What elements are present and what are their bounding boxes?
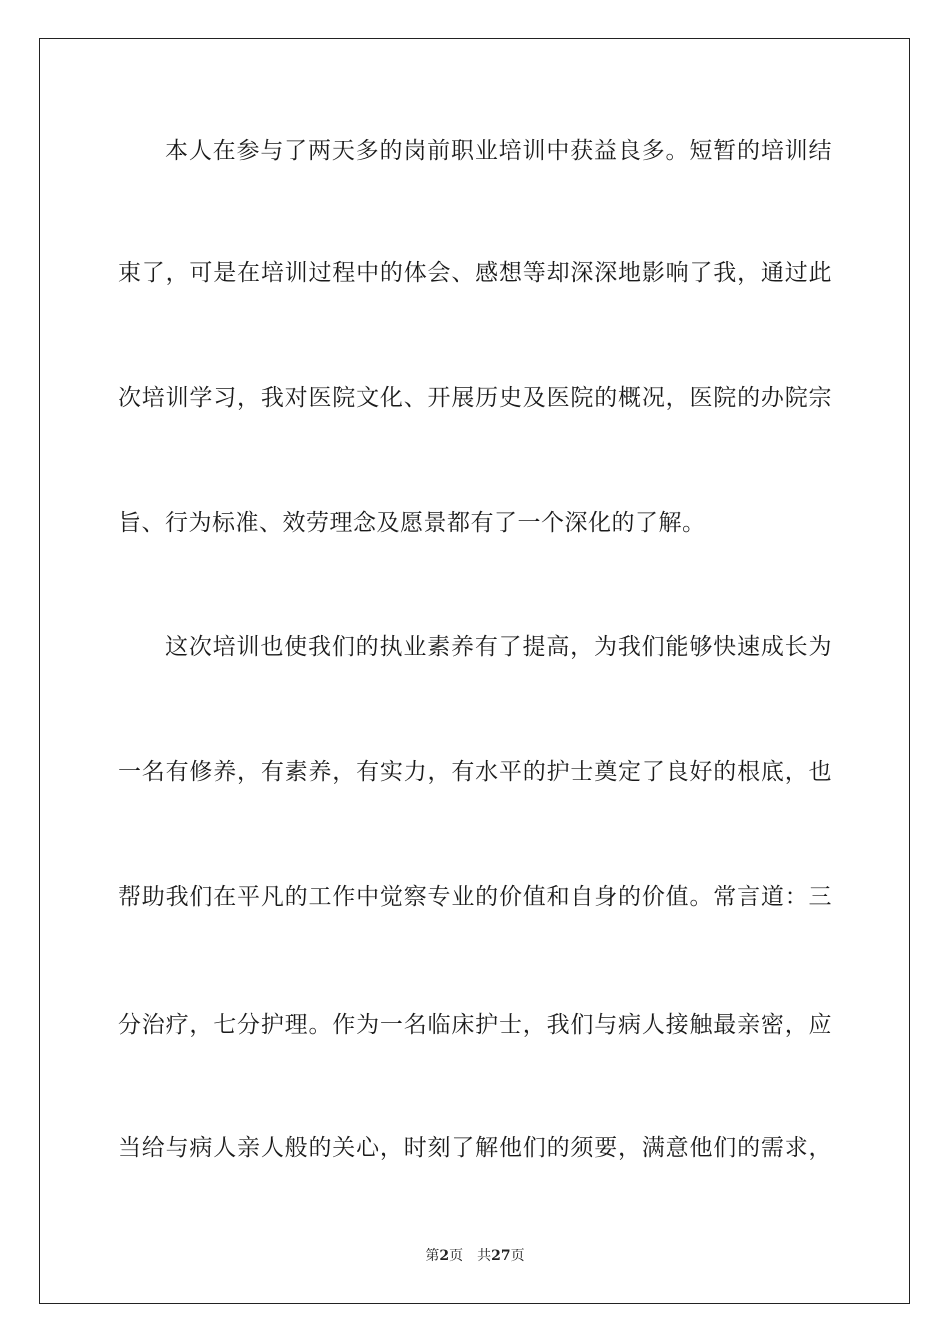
- paragraph-2-line-3: 帮助我们在平凡的工作中觉察专业的价值和自身的价值。常言道：三: [118, 884, 832, 910]
- total-suffix: 页: [510, 1248, 525, 1264]
- page-border: [39, 38, 910, 1304]
- paragraph-2-line-1: 这次培训也使我们的执业素养有了提高，为我们能够快速成长为: [165, 634, 832, 660]
- paragraph-1-line-3: 次培训学习，我对医院文化、开展历史及医院的概况，医院的办院宗: [118, 385, 832, 411]
- paragraph-1-line-2: 束了，可是在培训过程中的体会、感想等却深深地影响了我，通过此: [118, 260, 832, 286]
- paragraph-2-line-2: 一名有修养，有素养，有实力，有水平的护士奠定了良好的根底，也: [118, 759, 832, 785]
- page-footer: [0, 1247, 950, 1265]
- paragraph-2-line-5: 当给与病人亲人般的关心，时刻了解他们的须要，满意他们的需求，: [118, 1135, 832, 1161]
- page-prefix: 第: [425, 1248, 440, 1264]
- paragraph-1-line-4: 旨、行为标准、效劳理念及愿景都有了一个深化的了解。: [118, 510, 706, 536]
- page-number: 2: [439, 1248, 450, 1264]
- total-pages: 27: [491, 1248, 511, 1264]
- total-prefix: 共: [477, 1248, 492, 1264]
- paragraph-1-line-1: 本人在参与了两天多的岗前职业培训中获益良多。短暂的培训结: [165, 138, 832, 164]
- page-suffix: 页: [449, 1248, 464, 1264]
- paragraph-2-line-4: 分治疗，七分护理。作为一名临床护士，我们与病人接触最亲密，应: [118, 1012, 832, 1038]
